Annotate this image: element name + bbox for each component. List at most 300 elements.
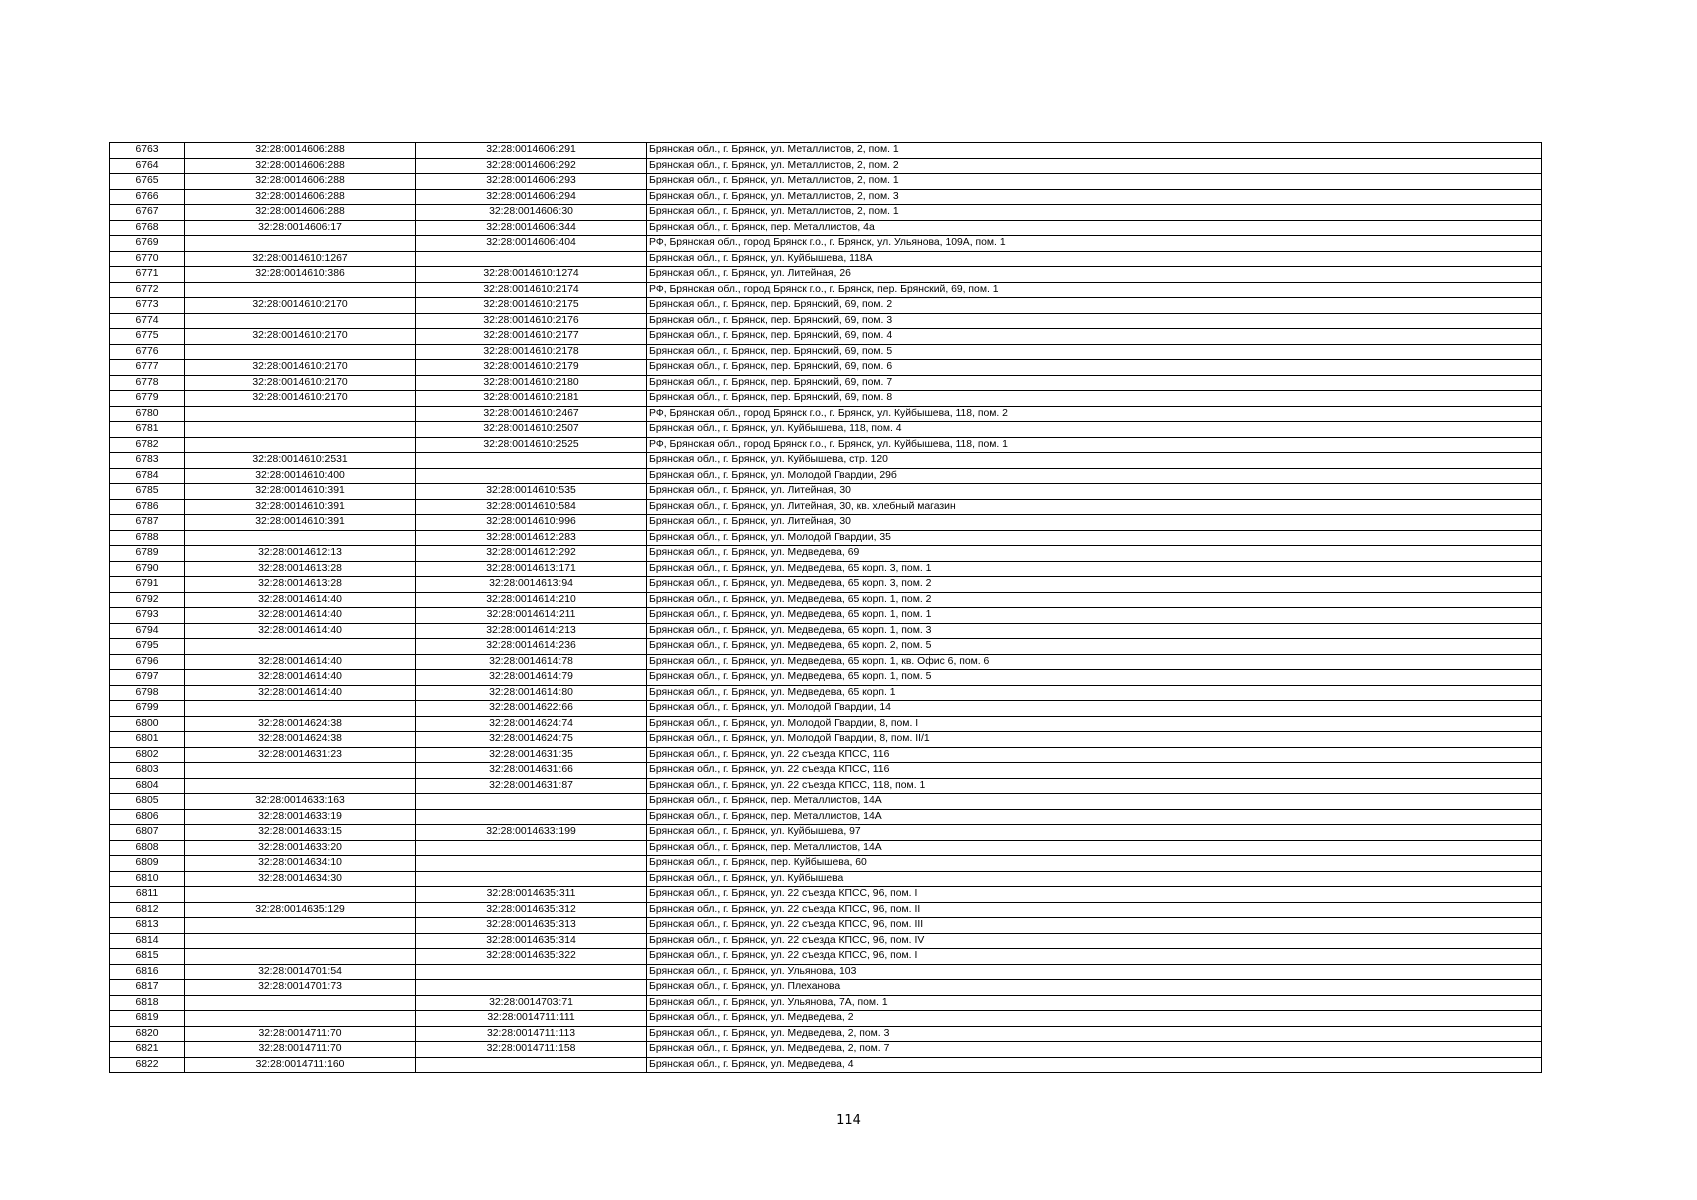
object-cadastral-cell: 32:28:0014614:236 xyxy=(416,639,647,655)
address-cell: Брянская обл., г. Брянск, пер. Брянский, 69, пом. 7 xyxy=(647,375,1542,391)
table-row xyxy=(110,391,1542,407)
row-number-cell: 6799 xyxy=(110,701,185,717)
land-cadastral-cell: 32:28:0014614:40 xyxy=(185,608,416,624)
address-cell: Брянская обл., г. Брянск, ул. Молодой Гвардии, 8, пом. II/1 xyxy=(647,732,1542,748)
object-cadastral-cell: 32:28:0014633:199 xyxy=(416,825,647,841)
object-cadastral-cell: 32:28:0014614:210 xyxy=(416,592,647,608)
row-number-cell: 6787 xyxy=(110,515,185,531)
row-number-cell: 6798 xyxy=(110,685,185,701)
land-cadastral-cell: 32:28:0014624:38 xyxy=(185,716,416,732)
table-row xyxy=(110,344,1542,360)
row-number-cell: 6794 xyxy=(110,623,185,639)
object-cadastral-cell: 32:28:0014610:2179 xyxy=(416,360,647,376)
address-cell: Брянская обл., г. Брянск, пер. Брянский, 69, пом. 5 xyxy=(647,344,1542,360)
object-cadastral-cell: 32:28:0014610:2525 xyxy=(416,437,647,453)
address-cell: Брянская обл., г. Брянск, ул. Медведева, 65 корп. 1 xyxy=(647,685,1542,701)
object-cadastral-cell: 32:28:0014612:283 xyxy=(416,530,647,546)
land-cadastral-cell: 32:28:0014610:2531 xyxy=(185,453,416,469)
object-cadastral-cell: 32:28:0014610:2174 xyxy=(416,282,647,298)
object-cadastral-cell: 32:28:0014614:213 xyxy=(416,623,647,639)
land-cadastral-cell: 32:28:0014610:391 xyxy=(185,484,416,500)
row-number-cell: 6814 xyxy=(110,933,185,949)
land-cadastral-cell: 32:28:0014612:13 xyxy=(185,546,416,562)
land-cadastral-cell: 32:28:0014614:40 xyxy=(185,685,416,701)
table-row xyxy=(110,205,1542,221)
table-row xyxy=(110,902,1542,918)
land-cadastral-cell: 32:28:0014610:2170 xyxy=(185,360,416,376)
row-number-cell: 6822 xyxy=(110,1057,185,1073)
table-row xyxy=(110,980,1542,996)
land-cadastral-cell xyxy=(185,282,416,298)
address-cell: РФ, Брянская обл., город Брянск г.о., г. Брянск, ул. Куйбышева, 118, пом. 1 xyxy=(647,437,1542,453)
object-cadastral-cell: 32:28:0014606:30 xyxy=(416,205,647,221)
address-cell: Брянская обл., г. Брянск, ул. Куйбышева, 118, пом. 4 xyxy=(647,422,1542,438)
row-number-cell: 6807 xyxy=(110,825,185,841)
row-number-cell: 6773 xyxy=(110,298,185,314)
table-row xyxy=(110,468,1542,484)
row-number-cell: 6782 xyxy=(110,437,185,453)
table-row xyxy=(110,437,1542,453)
object-cadastral-cell: 32:28:0014624:74 xyxy=(416,716,647,732)
table-row xyxy=(110,251,1542,267)
table-row xyxy=(110,778,1542,794)
row-number-cell: 6821 xyxy=(110,1042,185,1058)
object-cadastral-cell: 32:28:0014612:292 xyxy=(416,546,647,562)
table-row xyxy=(110,794,1542,810)
row-number-cell: 6816 xyxy=(110,964,185,980)
row-number-cell: 6817 xyxy=(110,980,185,996)
row-number-cell: 6780 xyxy=(110,406,185,422)
address-cell: Брянская обл., г. Брянск, ул. Куйбышева, 97 xyxy=(647,825,1542,841)
address-cell: Брянская обл., г. Брянск, пер. Брянский, 69, пом. 4 xyxy=(647,329,1542,345)
row-number-cell: 6784 xyxy=(110,468,185,484)
table-row xyxy=(110,422,1542,438)
address-cell: Брянская обл., г. Брянск, ул. 22 съезда КПСС, 116 xyxy=(647,747,1542,763)
object-cadastral-cell xyxy=(416,809,647,825)
land-cadastral-cell: 32:28:0014610:391 xyxy=(185,499,416,515)
registry-table xyxy=(109,142,1542,1073)
row-number-cell: 6781 xyxy=(110,422,185,438)
address-cell: Брянская обл., г. Брянск, ул. Молодой Гвардии, 14 xyxy=(647,701,1542,717)
object-cadastral-cell: 32:28:0014610:535 xyxy=(416,484,647,500)
object-cadastral-cell: 32:28:0014711:158 xyxy=(416,1042,647,1058)
address-cell: Брянская обл., г. Брянск, ул. Молодой Гвардии, 8, пом. I xyxy=(647,716,1542,732)
land-cadastral-cell: 32:28:0014711:70 xyxy=(185,1042,416,1058)
table-row xyxy=(110,406,1542,422)
land-cadastral-cell: 32:28:0014610:386 xyxy=(185,267,416,283)
object-cadastral-cell: 32:28:0014613:94 xyxy=(416,577,647,593)
table-row xyxy=(110,484,1542,500)
table-row xyxy=(110,298,1542,314)
object-cadastral-cell xyxy=(416,871,647,887)
row-number-cell: 6786 xyxy=(110,499,185,515)
land-cadastral-cell: 32:28:0014634:10 xyxy=(185,856,416,872)
land-cadastral-cell xyxy=(185,236,416,252)
row-number-cell: 6766 xyxy=(110,189,185,205)
object-cadastral-cell: 32:28:0014624:75 xyxy=(416,732,647,748)
row-number-cell: 6813 xyxy=(110,918,185,934)
address-cell: Брянская обл., г. Брянск, пер. Металлистов, 14А xyxy=(647,809,1542,825)
address-cell: Брянская обл., г. Брянск, ул. Медведева, 65 корп. 2, пом. 5 xyxy=(647,639,1542,655)
table-row xyxy=(110,949,1542,965)
land-cadastral-cell: 32:28:0014606:288 xyxy=(185,174,416,190)
row-number-cell: 6818 xyxy=(110,995,185,1011)
table-row xyxy=(110,236,1542,252)
object-cadastral-cell: 32:28:0014610:1274 xyxy=(416,267,647,283)
table-row xyxy=(110,220,1542,236)
table-row xyxy=(110,716,1542,732)
land-cadastral-cell: 32:28:0014614:40 xyxy=(185,623,416,639)
land-cadastral-cell: 32:28:0014606:288 xyxy=(185,158,416,174)
land-cadastral-cell: 32:28:0014610:2170 xyxy=(185,375,416,391)
table-row xyxy=(110,856,1542,872)
land-cadastral-cell: 32:28:0014613:28 xyxy=(185,561,416,577)
address-cell: Брянская обл., г. Брянск, пер. Брянский, 69, пом. 8 xyxy=(647,391,1542,407)
land-cadastral-cell: 32:28:0014606:288 xyxy=(185,143,416,159)
object-cadastral-cell: 32:28:0014614:211 xyxy=(416,608,647,624)
table-row xyxy=(110,670,1542,686)
land-cadastral-cell: 32:28:0014633:15 xyxy=(185,825,416,841)
object-cadastral-cell xyxy=(416,453,647,469)
row-number-cell: 6808 xyxy=(110,840,185,856)
row-number-cell: 6770 xyxy=(110,251,185,267)
row-number-cell: 6775 xyxy=(110,329,185,345)
object-cadastral-cell: 32:28:0014610:2176 xyxy=(416,313,647,329)
table-row xyxy=(110,499,1542,515)
object-cadastral-cell: 32:28:0014606:291 xyxy=(416,143,647,159)
row-number-cell: 6796 xyxy=(110,654,185,670)
object-cadastral-cell xyxy=(416,856,647,872)
land-cadastral-cell xyxy=(185,995,416,1011)
address-cell: Брянская обл., г. Брянск, ул. Литейная, 30, кв. хлебный магазин xyxy=(647,499,1542,515)
land-cadastral-cell: 32:28:0014701:54 xyxy=(185,964,416,980)
object-cadastral-cell: 32:28:0014606:294 xyxy=(416,189,647,205)
address-cell: Брянская обл., г. Брянск, пер. Брянский, 69, пом. 3 xyxy=(647,313,1542,329)
address-cell: Брянская обл., г. Брянск, ул. Молодой Гвардии, 35 xyxy=(647,530,1542,546)
address-cell: Брянская обл., г. Брянск, пер. Металлистов, 14А xyxy=(647,794,1542,810)
row-number-cell: 6783 xyxy=(110,453,185,469)
address-cell: Брянская обл., г. Брянск, ул. 22 съезда КПСС, 96, пом. I xyxy=(647,949,1542,965)
land-cadastral-cell: 32:28:0014610:400 xyxy=(185,468,416,484)
land-cadastral-cell xyxy=(185,949,416,965)
address-cell: Брянская обл., г. Брянск, пер. Металлистов, 4а xyxy=(647,220,1542,236)
table-row xyxy=(110,871,1542,887)
address-cell: Брянская обл., г. Брянск, ул. Металлистов, 2, пом. 3 xyxy=(647,189,1542,205)
table-row xyxy=(110,313,1542,329)
address-cell: Брянская обл., г. Брянск, ул. Медведева, 65 корп. 3, пом. 2 xyxy=(647,577,1542,593)
land-cadastral-cell: 32:28:0014614:40 xyxy=(185,654,416,670)
table-row xyxy=(110,654,1542,670)
address-cell: Брянская обл., г. Брянск, ул. 22 съезда КПСС, 116 xyxy=(647,763,1542,779)
land-cadastral-cell xyxy=(185,918,416,934)
land-cadastral-cell: 32:28:0014633:163 xyxy=(185,794,416,810)
table-row xyxy=(110,763,1542,779)
object-cadastral-cell: 32:28:0014606:293 xyxy=(416,174,647,190)
address-cell: Брянская обл., г. Брянск, ул. Медведева, 65 корп. 1, кв. Офис 6, пом. 6 xyxy=(647,654,1542,670)
object-cadastral-cell xyxy=(416,794,647,810)
object-cadastral-cell xyxy=(416,980,647,996)
address-cell: Брянская обл., г. Брянск, ул. Молодой Гвардии, 29б xyxy=(647,468,1542,484)
object-cadastral-cell: 32:28:0014635:314 xyxy=(416,933,647,949)
land-cadastral-cell xyxy=(185,437,416,453)
address-cell: Брянская обл., г. Брянск, ул. 22 съезда КПСС, 96, пом. IV xyxy=(647,933,1542,949)
land-cadastral-cell xyxy=(185,313,416,329)
row-number-cell: 6764 xyxy=(110,158,185,174)
address-cell: Брянская обл., г. Брянск, ул. Металлистов, 2, пом. 1 xyxy=(647,143,1542,159)
row-number-cell: 6810 xyxy=(110,871,185,887)
table-row xyxy=(110,375,1542,391)
address-cell: Брянская обл., г. Брянск, ул. 22 съезда КПСС, 96, пом. II xyxy=(647,902,1542,918)
table-row xyxy=(110,282,1542,298)
address-cell: Брянская обл., г. Брянск, ул. Металлистов, 2, пом. 2 xyxy=(647,158,1542,174)
address-cell: Брянская обл., г. Брянск, ул. 22 съезда КПСС, 118, пом. 1 xyxy=(647,778,1542,794)
object-cadastral-cell: 32:28:0014631:66 xyxy=(416,763,647,779)
land-cadastral-cell: 32:28:0014614:40 xyxy=(185,592,416,608)
address-cell: Брянская обл., г. Брянск, ул. Медведева, 65 корп. 3, пом. 1 xyxy=(647,561,1542,577)
table-row xyxy=(110,1026,1542,1042)
table-row xyxy=(110,267,1542,283)
table-row xyxy=(110,329,1542,345)
land-cadastral-cell xyxy=(185,344,416,360)
address-cell: РФ, Брянская обл., город Брянск г.о., г. Брянск, ул. Куйбышева, 118, пом. 2 xyxy=(647,406,1542,422)
land-cadastral-cell: 32:28:0014711:70 xyxy=(185,1026,416,1042)
table-row xyxy=(110,995,1542,1011)
row-number-cell: 6804 xyxy=(110,778,185,794)
address-cell: РФ, Брянская обл., город Брянск г.о., г. Брянск, пер. Брянский, 69, пом. 1 xyxy=(647,282,1542,298)
address-cell: Брянская обл., г. Брянск, ул. Куйбышева, 118А xyxy=(647,251,1542,267)
row-number-cell: 6802 xyxy=(110,747,185,763)
object-cadastral-cell: 32:28:0014703:71 xyxy=(416,995,647,1011)
row-number-cell: 6772 xyxy=(110,282,185,298)
land-cadastral-cell xyxy=(185,887,416,903)
row-number-cell: 6777 xyxy=(110,360,185,376)
object-cadastral-cell: 32:28:0014614:79 xyxy=(416,670,647,686)
object-cadastral-cell: 32:28:0014610:2177 xyxy=(416,329,647,345)
address-cell: Брянская обл., г. Брянск, ул. Литейная, 30 xyxy=(647,515,1542,531)
land-cadastral-cell: 32:28:0014610:391 xyxy=(185,515,416,531)
row-number-cell: 6803 xyxy=(110,763,185,779)
row-number-cell: 6767 xyxy=(110,205,185,221)
address-cell: РФ, Брянская обл., город Брянск г.о., г. Брянск, ул. Ульянова, 109А, пом. 1 xyxy=(647,236,1542,252)
land-cadastral-cell xyxy=(185,530,416,546)
land-cadastral-cell xyxy=(185,933,416,949)
object-cadastral-cell: 32:28:0014635:322 xyxy=(416,949,647,965)
object-cadastral-cell: 32:28:0014610:584 xyxy=(416,499,647,515)
address-cell: Брянская обл., г. Брянск, ул. Медведева, 65 корп. 1, пом. 2 xyxy=(647,592,1542,608)
table-row xyxy=(110,964,1542,980)
row-number-cell: 6805 xyxy=(110,794,185,810)
object-cadastral-cell: 32:28:0014610:2467 xyxy=(416,406,647,422)
table-row xyxy=(110,685,1542,701)
table-row xyxy=(110,747,1542,763)
land-cadastral-cell: 32:28:0014711:160 xyxy=(185,1057,416,1073)
land-cadastral-cell xyxy=(185,406,416,422)
object-cadastral-cell: 32:28:0014610:2507 xyxy=(416,422,647,438)
address-cell: Брянская обл., г. Брянск, ул. Плеханова xyxy=(647,980,1542,996)
land-cadastral-cell: 32:28:0014633:19 xyxy=(185,809,416,825)
row-number-cell: 6812 xyxy=(110,902,185,918)
table-row xyxy=(110,825,1542,841)
object-cadastral-cell xyxy=(416,468,647,484)
object-cadastral-cell: 32:28:0014614:78 xyxy=(416,654,647,670)
page-number: 114 xyxy=(836,1113,861,1128)
address-cell: Брянская обл., г. Брянск, ул. Медведева, 2, пом. 7 xyxy=(647,1042,1542,1058)
object-cadastral-cell: 32:28:0014711:113 xyxy=(416,1026,647,1042)
land-cadastral-cell xyxy=(185,1011,416,1027)
land-cadastral-cell: 32:28:0014624:38 xyxy=(185,732,416,748)
address-cell: Брянская обл., г. Брянск, ул. Медведева, 65 корп. 1, пом. 5 xyxy=(647,670,1542,686)
land-cadastral-cell: 32:28:0014613:28 xyxy=(185,577,416,593)
table-row xyxy=(110,158,1542,174)
row-number-cell: 6820 xyxy=(110,1026,185,1042)
address-cell: Брянская обл., г. Брянск, ул. Медведева, 65 корп. 1, пом. 3 xyxy=(647,623,1542,639)
address-cell: Брянская обл., г. Брянск, пер. Брянский, 69, пом. 6 xyxy=(647,360,1542,376)
table-row xyxy=(110,174,1542,190)
row-number-cell: 6800 xyxy=(110,716,185,732)
object-cadastral-cell: 32:28:0014635:313 xyxy=(416,918,647,934)
table-row xyxy=(110,1011,1542,1027)
object-cadastral-cell: 32:28:0014606:292 xyxy=(416,158,647,174)
address-cell: Брянская обл., г. Брянск, пер. Куйбышева, 60 xyxy=(647,856,1542,872)
address-cell: Брянская обл., г. Брянск, ул. Медведева, 2 xyxy=(647,1011,1542,1027)
row-number-cell: 6774 xyxy=(110,313,185,329)
table-row xyxy=(110,577,1542,593)
object-cadastral-cell xyxy=(416,964,647,980)
row-number-cell: 6795 xyxy=(110,639,185,655)
object-cadastral-cell: 32:28:0014610:2175 xyxy=(416,298,647,314)
land-cadastral-cell: 32:28:0014610:2170 xyxy=(185,391,416,407)
address-cell: Брянская обл., г. Брянск, ул. Металлистов, 2, пом. 1 xyxy=(647,205,1542,221)
row-number-cell: 6790 xyxy=(110,561,185,577)
row-number-cell: 6771 xyxy=(110,267,185,283)
address-cell: Брянская обл., г. Брянск, ул. Ульянова, 7А, пом. 1 xyxy=(647,995,1542,1011)
table-row xyxy=(110,360,1542,376)
table-row xyxy=(110,918,1542,934)
land-cadastral-cell xyxy=(185,778,416,794)
address-cell: Брянская обл., г. Брянск, ул. Литейная, 30 xyxy=(647,484,1542,500)
address-cell: Брянская обл., г. Брянск, пер. Брянский, 69, пом. 2 xyxy=(647,298,1542,314)
land-cadastral-cell: 32:28:0014635:129 xyxy=(185,902,416,918)
row-number-cell: 6788 xyxy=(110,530,185,546)
object-cadastral-cell: 32:28:0014613:171 xyxy=(416,561,647,577)
row-number-cell: 6785 xyxy=(110,484,185,500)
table-row xyxy=(110,1057,1542,1073)
land-cadastral-cell: 32:28:0014634:30 xyxy=(185,871,416,887)
row-number-cell: 6809 xyxy=(110,856,185,872)
land-cadastral-cell: 32:28:0014610:2170 xyxy=(185,298,416,314)
table-row xyxy=(110,143,1542,159)
row-number-cell: 6768 xyxy=(110,220,185,236)
address-cell: Брянская обл., г. Брянск, ул. Медведева, 69 xyxy=(647,546,1542,562)
address-cell: Брянская обл., г. Брянск, ул. Куйбышева, стр. 120 xyxy=(647,453,1542,469)
table-row xyxy=(110,515,1542,531)
land-cadastral-cell: 32:28:0014606:17 xyxy=(185,220,416,236)
land-cadastral-cell xyxy=(185,763,416,779)
row-number-cell: 6815 xyxy=(110,949,185,965)
address-cell: Брянская обл., г. Брянск, ул. 22 съезда КПСС, 96, пом. I xyxy=(647,887,1542,903)
table-row xyxy=(110,1042,1542,1058)
row-number-cell: 6769 xyxy=(110,236,185,252)
table-row xyxy=(110,623,1542,639)
land-cadastral-cell: 32:28:0014610:1267 xyxy=(185,251,416,267)
object-cadastral-cell: 32:28:0014610:2180 xyxy=(416,375,647,391)
object-cadastral-cell: 32:28:0014635:311 xyxy=(416,887,647,903)
land-cadastral-cell xyxy=(185,639,416,655)
object-cadastral-cell: 32:28:0014631:35 xyxy=(416,747,647,763)
address-cell: Брянская обл., г. Брянск, ул. Медведева, 65 корп. 1, пом. 1 xyxy=(647,608,1542,624)
row-number-cell: 6793 xyxy=(110,608,185,624)
table-row xyxy=(110,639,1542,655)
address-cell: Брянская обл., г. Брянск, ул. Куйбышева xyxy=(647,871,1542,887)
table-row xyxy=(110,933,1542,949)
object-cadastral-cell: 32:28:0014631:87 xyxy=(416,778,647,794)
object-cadastral-cell xyxy=(416,1057,647,1073)
table-row xyxy=(110,561,1542,577)
land-cadastral-cell: 32:28:0014701:73 xyxy=(185,980,416,996)
table-row xyxy=(110,732,1542,748)
table-body xyxy=(110,143,1542,1073)
row-number-cell: 6811 xyxy=(110,887,185,903)
object-cadastral-cell: 32:28:0014614:80 xyxy=(416,685,647,701)
object-cadastral-cell: 32:28:0014606:404 xyxy=(416,236,647,252)
object-cadastral-cell: 32:28:0014610:2178 xyxy=(416,344,647,360)
row-number-cell: 6819 xyxy=(110,1011,185,1027)
land-cadastral-cell: 32:28:0014614:40 xyxy=(185,670,416,686)
address-cell: Брянская обл., г. Брянск, ул. Ульянова, 103 xyxy=(647,964,1542,980)
object-cadastral-cell xyxy=(416,251,647,267)
land-cadastral-cell xyxy=(185,422,416,438)
address-cell: Брянская обл., г. Брянск, ул. Медведева, 4 xyxy=(647,1057,1542,1073)
object-cadastral-cell: 32:28:0014610:996 xyxy=(416,515,647,531)
table-row xyxy=(110,453,1542,469)
table-row xyxy=(110,592,1542,608)
row-number-cell: 6797 xyxy=(110,670,185,686)
address-cell: Брянская обл., г. Брянск, ул. Литейная, 26 xyxy=(647,267,1542,283)
land-cadastral-cell: 32:28:0014633:20 xyxy=(185,840,416,856)
table-row xyxy=(110,887,1542,903)
row-number-cell: 6806 xyxy=(110,809,185,825)
table-row xyxy=(110,546,1542,562)
object-cadastral-cell: 32:28:0014711:111 xyxy=(416,1011,647,1027)
table-row xyxy=(110,809,1542,825)
row-number-cell: 6776 xyxy=(110,344,185,360)
address-cell: Брянская обл., г. Брянск, ул. Медведева, 2, пом. 3 xyxy=(647,1026,1542,1042)
row-number-cell: 6791 xyxy=(110,577,185,593)
table-row xyxy=(110,608,1542,624)
row-number-cell: 6789 xyxy=(110,546,185,562)
land-cadastral-cell xyxy=(185,701,416,717)
land-cadastral-cell: 32:28:0014631:23 xyxy=(185,747,416,763)
object-cadastral-cell: 32:28:0014622:66 xyxy=(416,701,647,717)
row-number-cell: 6763 xyxy=(110,143,185,159)
table-row xyxy=(110,189,1542,205)
table-row xyxy=(110,840,1542,856)
table-row xyxy=(110,701,1542,717)
row-number-cell: 6779 xyxy=(110,391,185,407)
address-cell: Брянская обл., г. Брянск, ул. Металлистов, 2, пом. 1 xyxy=(647,174,1542,190)
row-number-cell: 6778 xyxy=(110,375,185,391)
table-row xyxy=(110,530,1542,546)
row-number-cell: 6765 xyxy=(110,174,185,190)
land-cadastral-cell: 32:28:0014606:288 xyxy=(185,189,416,205)
object-cadastral-cell: 32:28:0014610:2181 xyxy=(416,391,647,407)
object-cadastral-cell: 32:28:0014606:344 xyxy=(416,220,647,236)
row-number-cell: 6792 xyxy=(110,592,185,608)
land-cadastral-cell: 32:28:0014610:2170 xyxy=(185,329,416,345)
object-cadastral-cell xyxy=(416,840,647,856)
land-cadastral-cell: 32:28:0014606:288 xyxy=(185,205,416,221)
address-cell: Брянская обл., г. Брянск, пер. Металлистов, 14А xyxy=(647,840,1542,856)
